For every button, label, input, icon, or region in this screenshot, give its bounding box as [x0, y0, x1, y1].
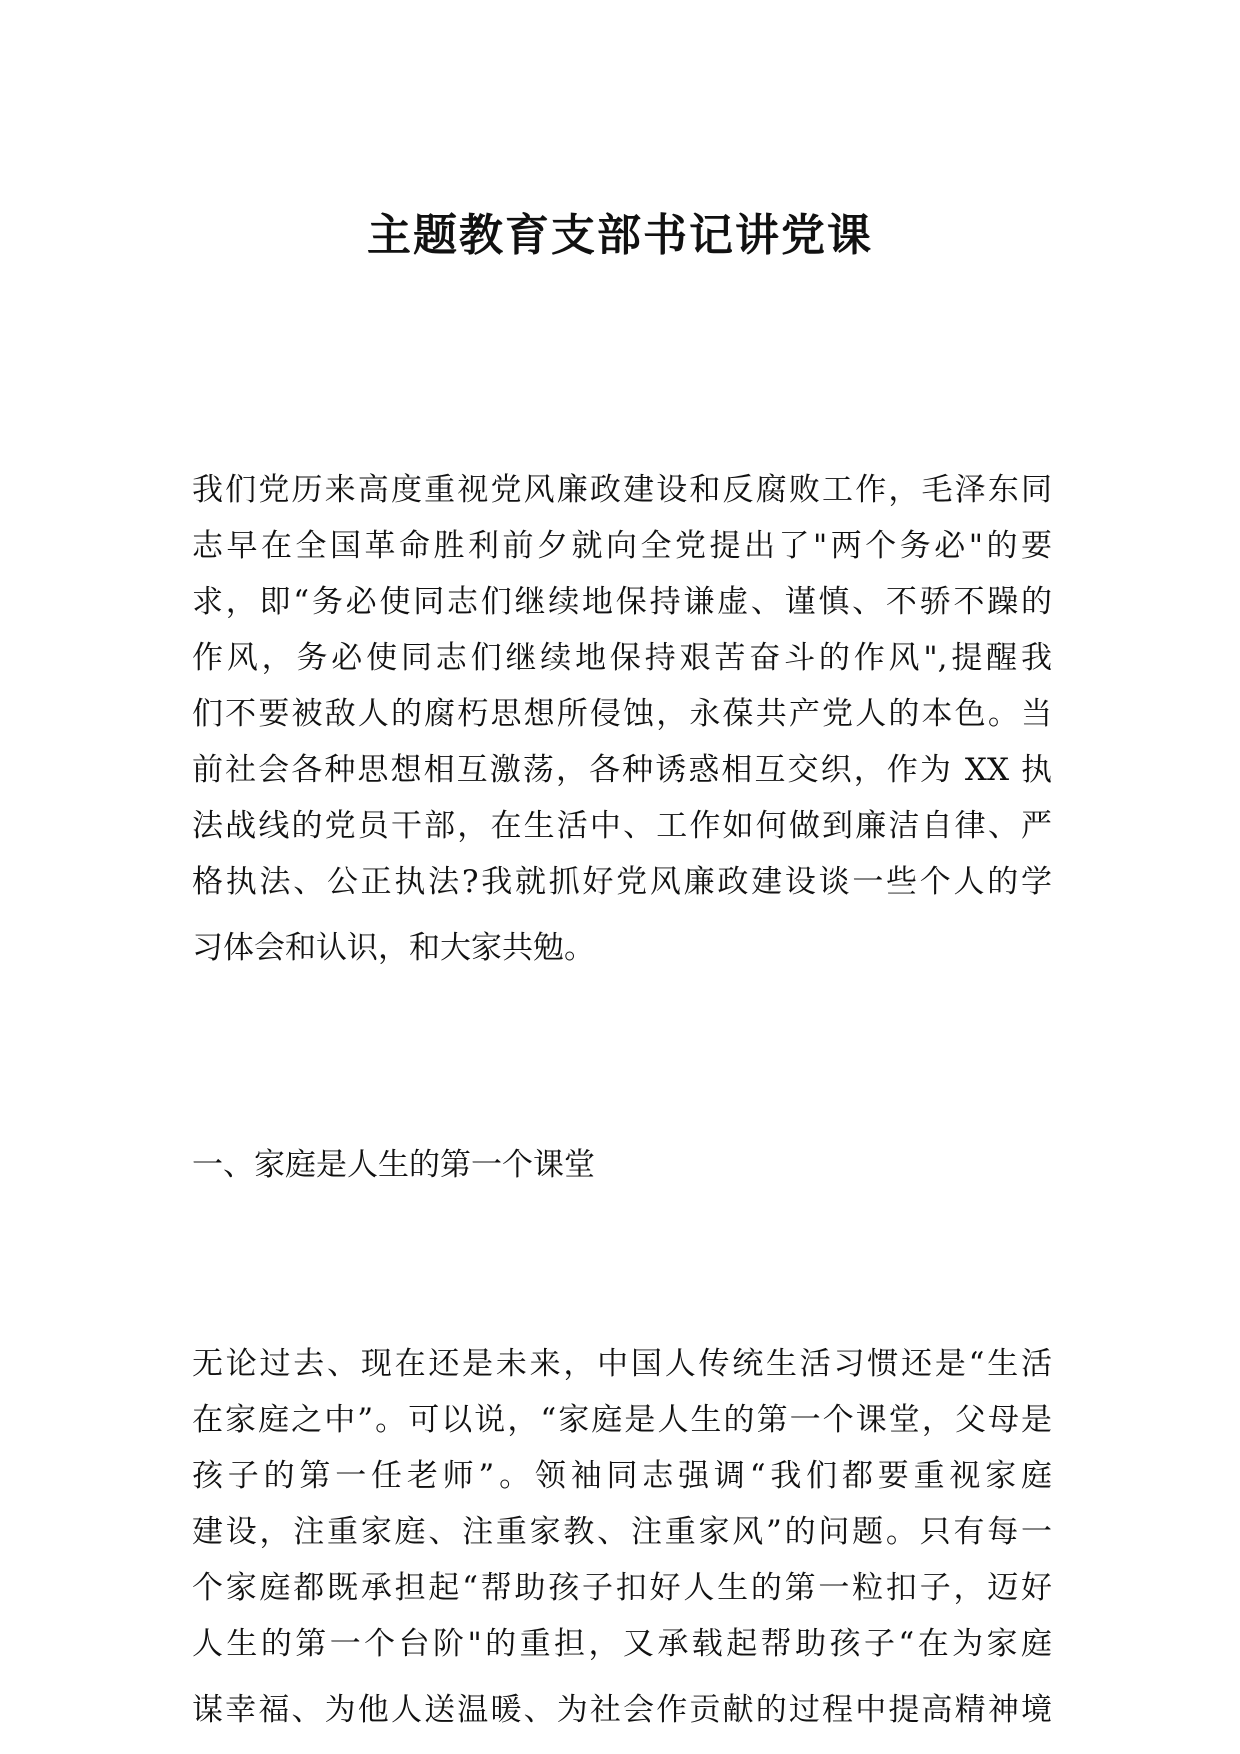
section-heading: 一、家庭是人生的第一个课堂 — [192, 1147, 595, 1183]
document-title: 主题教育支部书记讲党课 — [367, 210, 873, 261]
paragraph-line: 志早在全国革命胜利前夕就向全党提出了"两个务必"的要 — [192, 528, 1052, 564]
paragraph-line: 们不要被敌人的腐朽思想所侵蚀，永葆共产党人的本色。当 — [192, 696, 1052, 732]
paragraph-line: 作风，务必使同志们继续地保持艰苦奋斗的作风",提醒我 — [192, 640, 1052, 676]
paragraph-family — [192, 1336, 1052, 1738]
paragraph-line: 谋幸福、为他人送温暖、为社会作贡献的过程中提高精神境 — [192, 1692, 1052, 1728]
paragraph-line: 前社会各种思想相互激荡，各种诱惑相互交织，作为 XX 执 — [192, 752, 1052, 788]
paragraph-intro — [192, 462, 1052, 976]
paragraph-line: 格执法、公正执法?我就抓好党风廉政建设谈一些个人的学 — [192, 864, 1052, 900]
paragraph-line: 人生的第一个台阶"的重担，又承载起帮助孩子“在为家庭 — [192, 1626, 1052, 1662]
paragraph-line: 习体会和认识，和大家共勉。 — [192, 930, 595, 966]
paragraph-line: 建设，注重家庭、注重家教、注重家风”的问题。只有每一 — [192, 1514, 1052, 1550]
paragraph-line: 我们党历来高度重视党风廉政建设和反腐败工作，毛泽东同 — [192, 472, 1052, 508]
paragraph-line: 无论过去、现在还是未来，中国人传统生活习惯还是“生活 — [192, 1346, 1052, 1382]
paragraph-line: 在家庭之中”。可以说，“家庭是人生的第一个课堂，父母是 — [192, 1402, 1052, 1438]
paragraph-line: 求，即“务必使同志们继续地保持谦虚、谨慎、不骄不躁的 — [192, 584, 1052, 620]
paragraph-line: 个家庭都既承担起“帮助孩子扣好人生的第一粒扣子，迈好 — [192, 1570, 1052, 1606]
paragraph-line: 法战线的党员干部，在生活中、工作如何做到廉洁自律、严 — [192, 808, 1052, 844]
paragraph-line: 孩子的第一任老师”。领袖同志强调“我们都要重视家庭 — [192, 1458, 1052, 1494]
